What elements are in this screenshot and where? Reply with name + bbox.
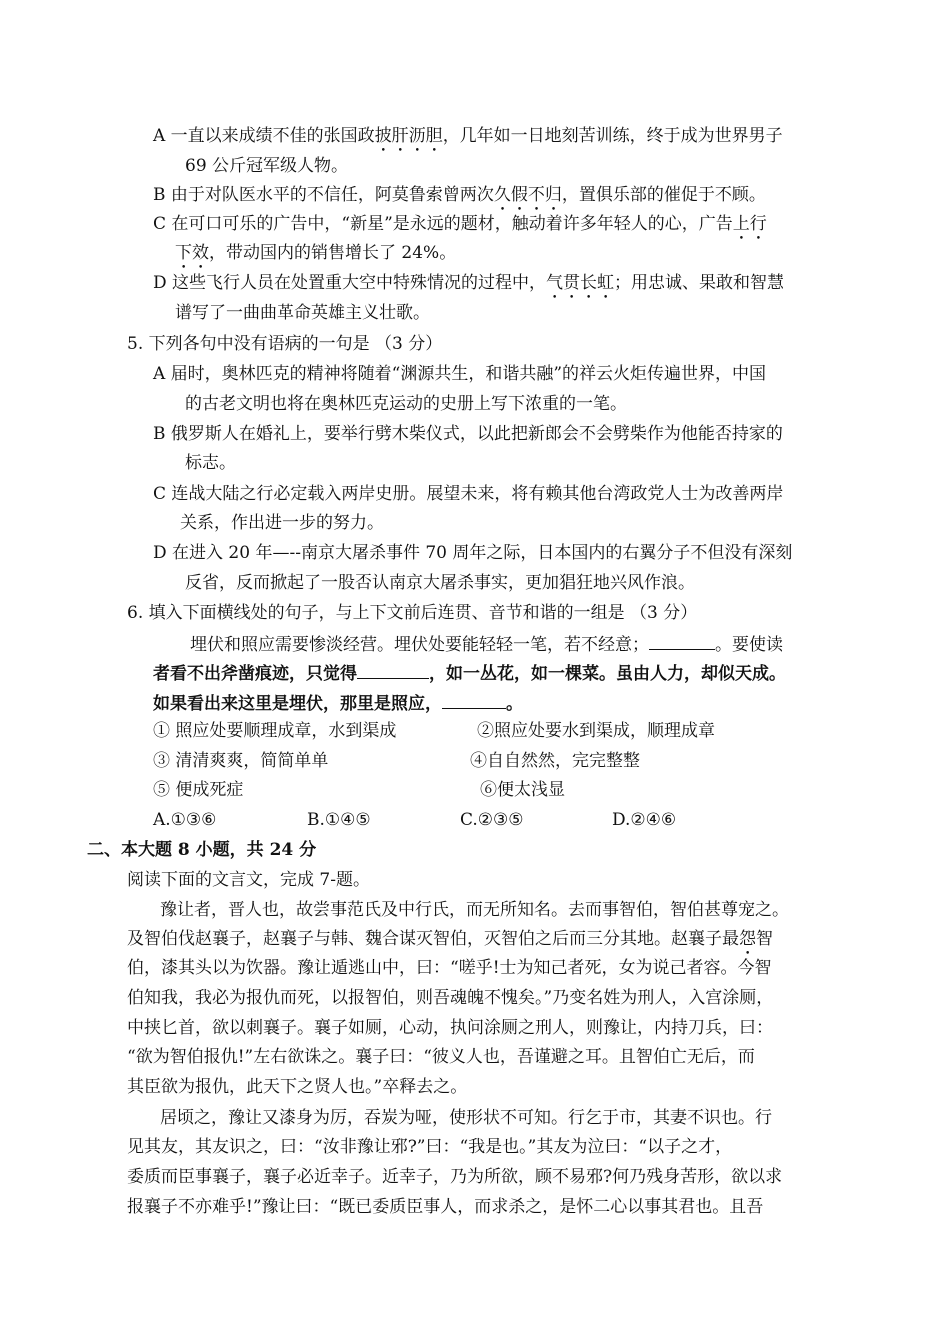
q6-item-2: ②照应处要水到渠成，顺理成章 bbox=[477, 721, 715, 741]
passage-text: 智 bbox=[756, 929, 773, 949]
q4-option-a-cont: 69 公斤冠军级人物。 bbox=[185, 156, 349, 176]
q6-passage-line2 bbox=[153, 662, 786, 684]
passage-line-8: 居顷之，豫让又漆身为厉，吞炭为哑，使形状不可知。行乞于市，其妻不识也。行 bbox=[160, 1108, 772, 1128]
section-2-instruction: 阅读下面的文言文，完成 7-题。 bbox=[127, 870, 370, 890]
q5-option-d-cont: 反省，反而掀起了一股否认南京大屠杀事实，更加猖狂地兴风作浪。 bbox=[185, 573, 695, 593]
q4-b-text: B 由于对队医水平的不信任，阿莫鲁索曾两次 bbox=[153, 185, 494, 205]
passage-line-7: 其臣欲为报仇，此天下之贤人也。”卒释去之。 bbox=[127, 1077, 468, 1097]
q4-option-c bbox=[153, 214, 767, 244]
q5-option-a: A 届时，奥林匹克的精神将随着“渊源共生，和谐共融”的祥云火炬传遍世界，中国 bbox=[153, 364, 767, 384]
q6-passage-line3 bbox=[153, 692, 523, 714]
q6-text: 如果看出来这里是埋伏，那里是照应， bbox=[153, 694, 442, 714]
q6-passage-line1 bbox=[190, 633, 783, 655]
q6-choice-c[interactable]: C.②③⑤ bbox=[460, 810, 524, 830]
passage-line-5: 中挟匕首，欲以刺襄子。襄子如厕，心动，执问涂厕之刑人，则豫让，内持刀兵，曰： bbox=[127, 1018, 773, 1038]
q4-a-idiom: 披肝沥胆 bbox=[374, 126, 443, 146]
passage-line-2 bbox=[127, 929, 773, 959]
q6-text: 。 bbox=[506, 694, 523, 714]
q4-option-c-cont bbox=[175, 243, 456, 273]
q4-b-text-post: ，置俱乐部的催促于不顾。 bbox=[561, 185, 766, 205]
q6-item-6: ⑥便太浅显 bbox=[480, 780, 565, 800]
q5-option-c: C 连战大陆之行必定载入两岸史册。展望未来，将有赖其他台湾政党人士为改善两岸 bbox=[153, 484, 784, 504]
q5-option-b-cont: 标志。 bbox=[185, 453, 236, 473]
passage-line-11: 报襄子不亦难乎!”豫让曰：“既已委质臣事人，而求杀之，是怀二心以事其君也。且吾 bbox=[127, 1197, 764, 1217]
section-2-heading: 二、本大题 8 小题，共 24 分 bbox=[87, 840, 317, 860]
q5-option-a-cont: 的古老文明也将在奥林匹克运动的史册上写下浓重的一笔。 bbox=[185, 394, 627, 414]
q6-stem: 6. 填入下面横线处的句子，与上下文前后连贯、音节和谐的一组是 （3 分） bbox=[127, 603, 698, 623]
q4-c-text: C 在可口可乐的广告中，“新星”是永远的题材，触动着许多年轻人的心，广告 bbox=[153, 214, 733, 234]
q4-option-d bbox=[153, 273, 784, 303]
q6-blank-2[interactable] bbox=[357, 662, 429, 679]
q6-choice-d[interactable]: D.②④⑥ bbox=[612, 810, 677, 830]
q4-d-text: D 这些飞行人员在处置重大空中特殊情况的过程中， bbox=[153, 273, 547, 293]
q6-item-4: ④自自然然，完完整整 bbox=[470, 751, 640, 771]
q5-option-d: D 在进入 20 年—--南京大屠杀事件 70 周年之际，日本国内的右翼分子不但没有深刻 bbox=[153, 543, 793, 563]
q5-option-b: B 俄罗斯人在婚礼上，要举行劈木柴仪式，以此把新郎会不会劈柴作为他能否持家的 bbox=[153, 424, 783, 444]
passage-emphasized-char: 怨 bbox=[739, 929, 756, 949]
q4-b-idiom: 久假不归 bbox=[493, 185, 562, 205]
q5-option-c-cont: 关系，作出进一步的努力。 bbox=[180, 513, 384, 533]
q6-text: 埋伏和照应需要惨淡经营。埋伏处要能轻轻一笔，若不经意； bbox=[190, 635, 649, 655]
q4-a-text: A 一直以来成绩不佳的张国政 bbox=[153, 126, 375, 146]
q6-text: 。要使读 bbox=[715, 635, 783, 655]
q6-blank-1[interactable] bbox=[649, 633, 715, 650]
q4-option-a bbox=[153, 126, 783, 156]
q4-option-b bbox=[153, 185, 766, 215]
q4-d-text-post: ；用忠诚、果敢和智慧 bbox=[614, 273, 785, 293]
q4-option-d-cont: 谱写了一曲曲革命英雄主义壮歌。 bbox=[175, 303, 430, 323]
q6-choice-a[interactable]: A.①③⑥ bbox=[153, 810, 217, 830]
q4-d-idiom: 气贯长虹 bbox=[546, 273, 615, 293]
q5-stem: 5. 下列各句中没有语病的一句是 （3 分） bbox=[127, 334, 443, 354]
q4-c-idiom-part1: 上行 bbox=[732, 214, 767, 234]
q6-item-5: ⑤ 便成死症 bbox=[153, 780, 244, 800]
passage-line-10: 委质而臣事襄子，襄子必近幸子。近幸子，乃为所欲，顾不易邪?何乃残身苦形，欲以求 bbox=[127, 1167, 783, 1187]
q6-item-1: ① 照应处要顺理成章，水到渠成 bbox=[153, 721, 397, 741]
passage-line-6: “欲为智伯报仇!”左右欲诛之。襄子曰：“彼义人也，吾谨避之耳。且智伯亡无后，而 bbox=[127, 1047, 755, 1067]
q6-text: 者看不出斧凿痕迹，只觉得 bbox=[153, 664, 357, 684]
q6-choice-b[interactable]: B.①④⑤ bbox=[307, 810, 371, 830]
passage-line-9: 见其友，其友识之，曰：“汝非豫让邪?”曰：“我是也。”其友为泣曰：“以子之才， bbox=[127, 1137, 733, 1157]
q4-c-idiom-part2: 下效 bbox=[175, 243, 209, 263]
q4-a-text-post: ，几年如一日地刻苦训练，终于成为世界男子 bbox=[442, 126, 783, 146]
passage-line-3: 伯，漆其头以为饮器。豫让遁逃山中，曰：“嗟乎!士为知己者死，女为说己者容。今智 bbox=[127, 958, 772, 978]
q6-item-3: ③ 清清爽爽，简简单单 bbox=[153, 751, 329, 771]
q6-blank-3[interactable] bbox=[442, 692, 506, 709]
passage-line-4: 伯知我，我必为报仇而死，以报智伯，则吾魂魄不愧矣。”乃变名姓为刑人，入宫涂厕， bbox=[127, 988, 774, 1008]
passage-line-1: 豫让者，晋人也，故尝事范氏及中行氏，而无所知名。去而事智伯，智伯甚尊宠之。 bbox=[160, 900, 789, 920]
q4-c-text-post: ，带动国内的销售增长了 24%。 bbox=[209, 243, 457, 263]
q6-text: ，如一丛花，如一棵菜。虽由人力，却似天成。 bbox=[429, 664, 786, 684]
passage-text: 及智伯伐赵襄子，赵襄子与韩、魏合谋灭智伯，灭智伯之后而三分其地。赵襄子最 bbox=[127, 929, 739, 949]
